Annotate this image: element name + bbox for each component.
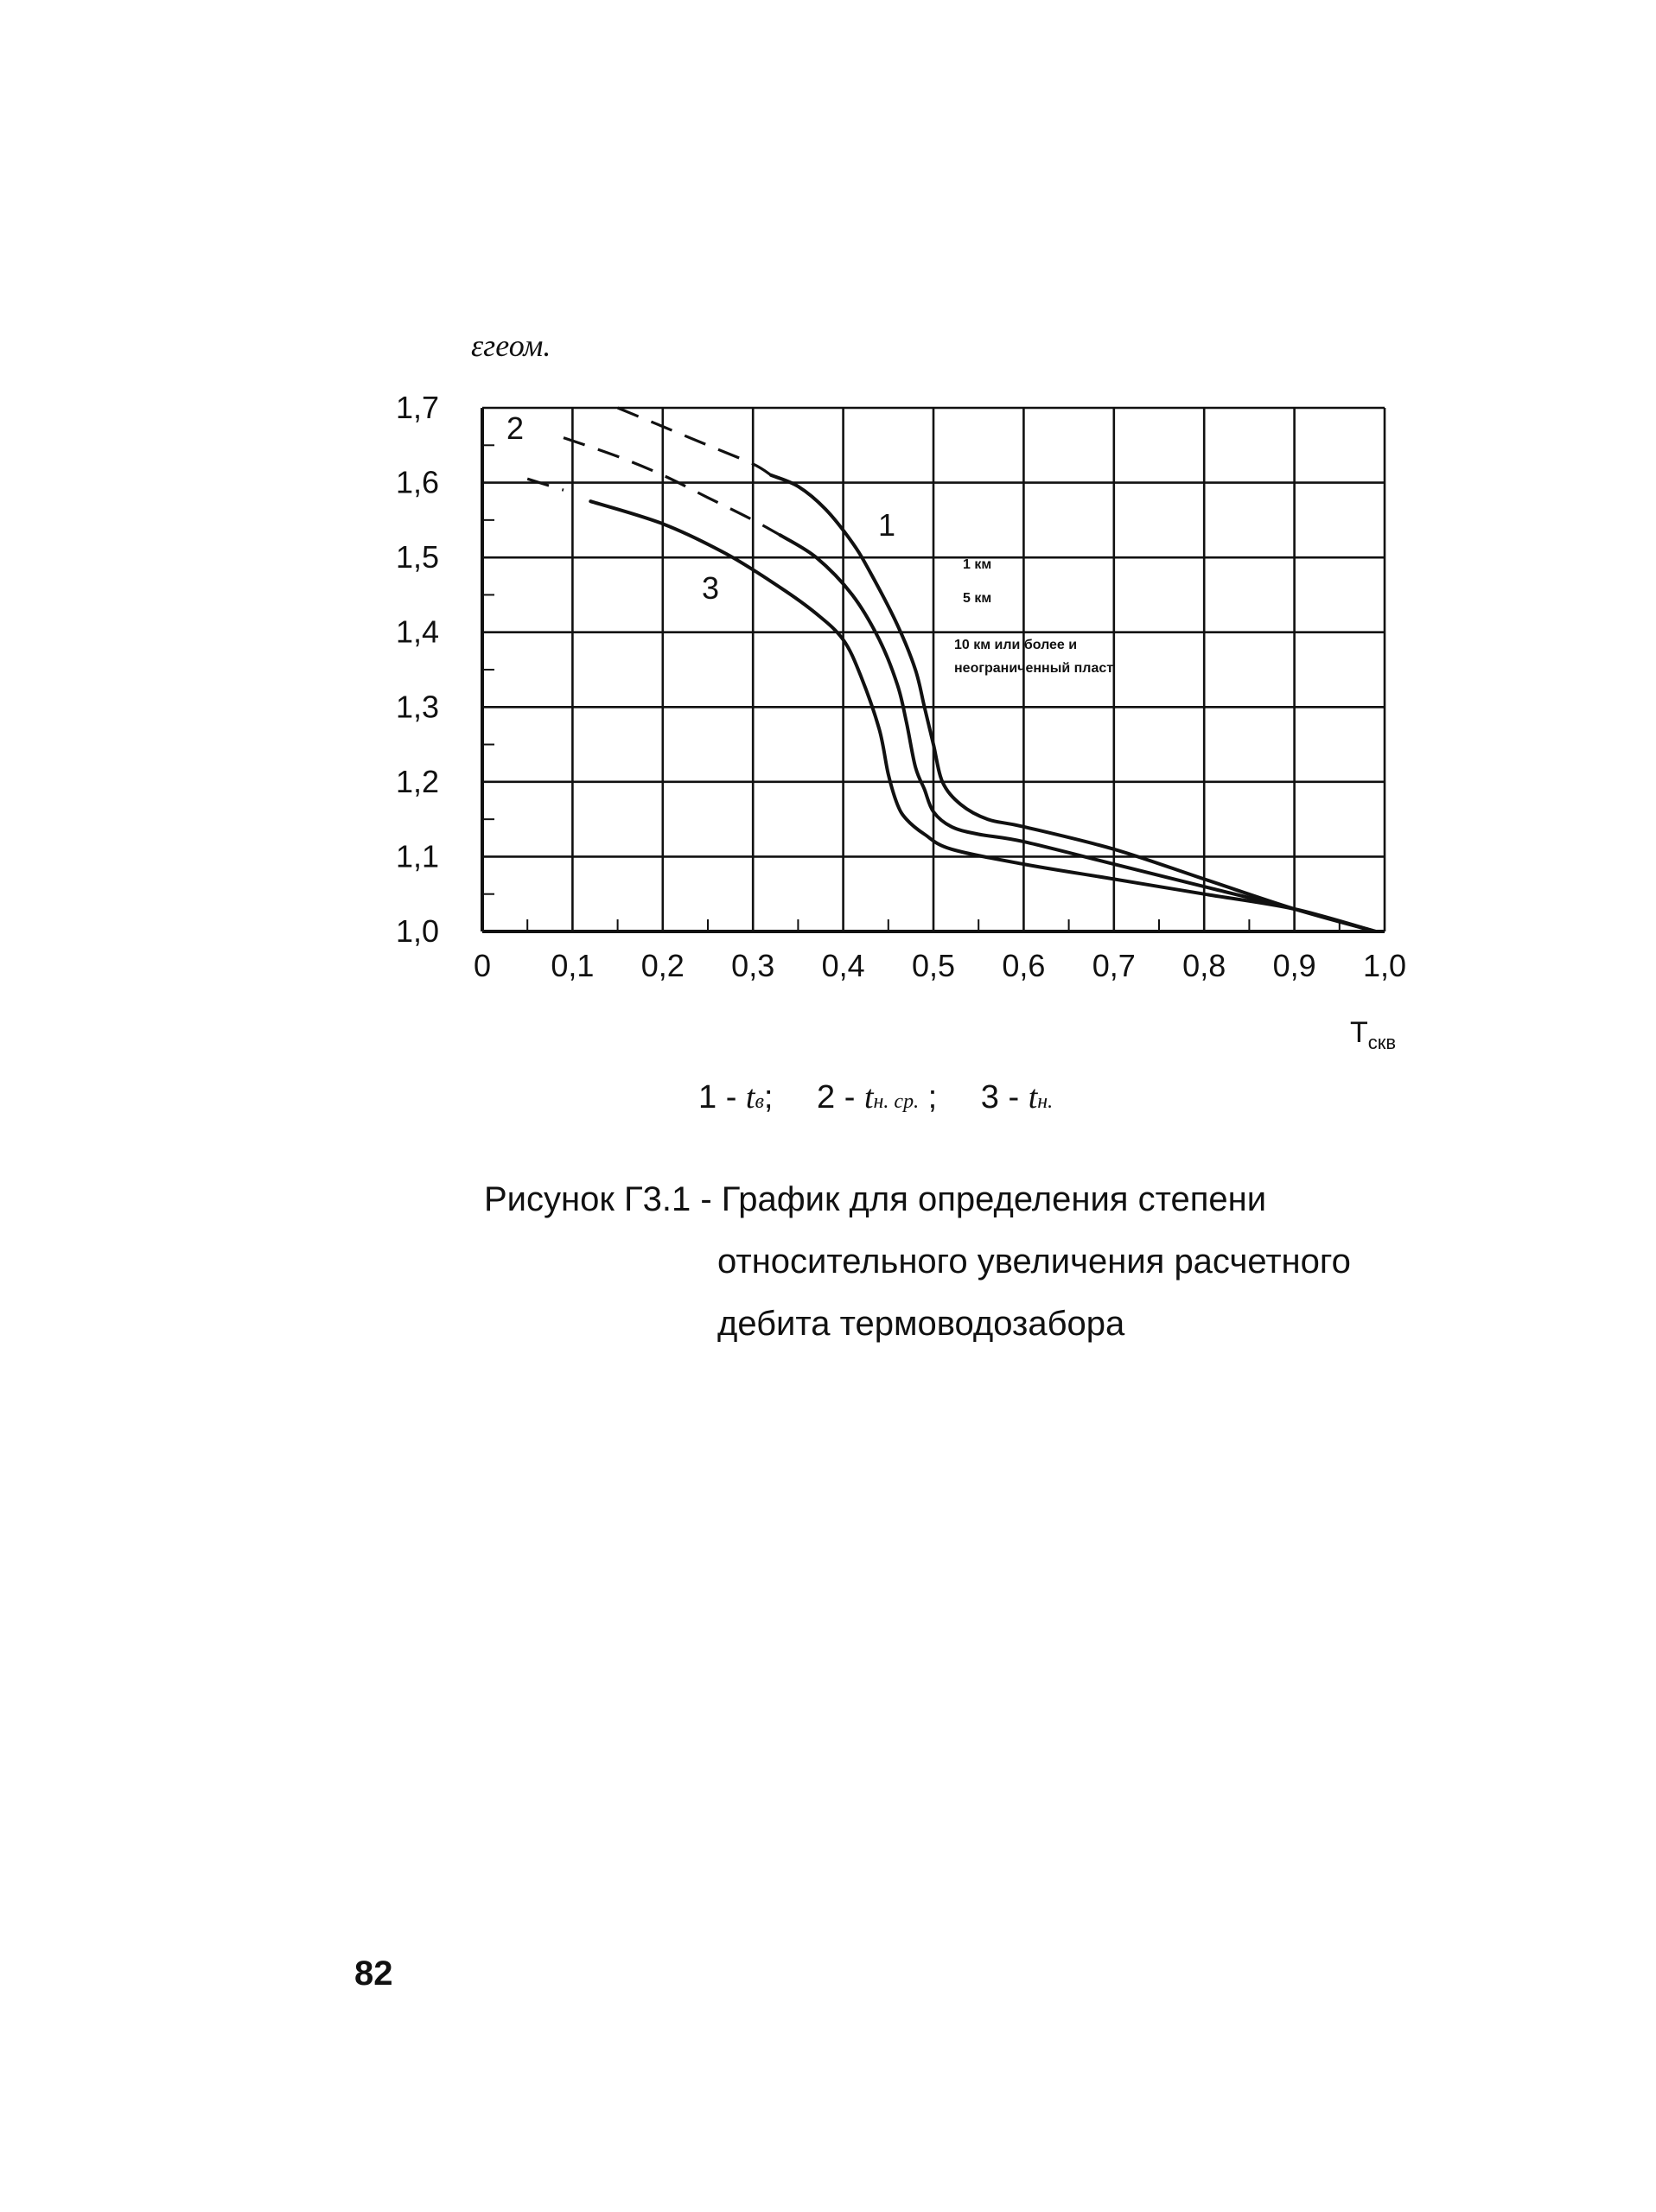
legend-item-1-number: 1 - xyxy=(698,1079,737,1116)
annotation-10km: 10 км или более и xyxy=(954,638,1078,652)
chart-minor-ticks xyxy=(482,445,1340,931)
x-tick-label-1: 0,1 xyxy=(551,948,595,983)
x-tick-label-4: 0,4 xyxy=(821,948,865,983)
annotation-unbounded: неограниченный пласт xyxy=(954,661,1114,676)
series-extrapolation-3 xyxy=(527,479,564,490)
page-number: 82 xyxy=(354,1955,393,1993)
legend-item-3-number: 3 - xyxy=(980,1079,1020,1116)
y-tick-labels xyxy=(396,390,439,949)
legend-item-1-sub: в xyxy=(755,1090,764,1113)
legend-item-2-sub: н. ср. xyxy=(873,1090,920,1113)
caption-line-2: относительного увеличения расчетного xyxy=(717,1243,1351,1281)
curve-label-3: 3 xyxy=(702,570,720,606)
x-tick-label-6: 0,6 xyxy=(1002,948,1046,983)
y-tick-label-3: 1,3 xyxy=(395,689,439,725)
curve-label-2: 2 xyxy=(506,410,525,446)
y-tick-label-0: 1,0 xyxy=(395,913,439,949)
x-tick-label-5: 0,5 xyxy=(911,948,956,983)
x-tick-label-8: 0,8 xyxy=(1182,948,1226,983)
y-axis-title: εгеом. xyxy=(471,328,551,363)
y-tick-label-4: 1,4 xyxy=(395,613,439,650)
caption-line-1: Рисунок Г3.1 - График для определения степени xyxy=(484,1180,1267,1218)
chart-grid xyxy=(482,408,1385,931)
y-tick-label-1: 1,1 xyxy=(395,838,439,874)
x-tick-label-2: 0,2 xyxy=(640,948,685,983)
annotation-5km: 5 км xyxy=(963,591,992,606)
chart-figure xyxy=(0,0,1656,1071)
legend-item-3 xyxy=(981,1079,1053,1116)
curve-label-1: 1 xyxy=(878,507,896,543)
caption-line-3: дебита термоводозабора xyxy=(717,1305,1125,1343)
y-tick-label-7: 1,7 xyxy=(395,390,439,425)
x-tick-label-9: 0,9 xyxy=(1272,948,1316,983)
y-tick-label-6: 1,6 xyxy=(395,464,439,500)
legend-item-3-sub: н. xyxy=(1037,1090,1054,1113)
x-axis-title: $Т_{скв}$ xyxy=(1350,1016,1397,1053)
series-line-1 xyxy=(771,475,1376,931)
chart-curves xyxy=(527,408,1375,931)
annotation-1km: 1 км xyxy=(963,557,992,572)
legend-item-2-var: t xyxy=(863,1079,874,1116)
x-tick-label-3: 0,3 xyxy=(731,948,775,983)
legend-item-2-number: 2 - xyxy=(817,1079,856,1116)
x-tick-label-10: 1,0 xyxy=(1362,948,1407,983)
y-tick-label-5: 1,5 xyxy=(395,539,439,575)
x-tick-label-7: 0,7 xyxy=(1092,948,1136,983)
legend-item-2: 2 - tн. ср. ; xyxy=(817,1079,938,1116)
legend-item-3-var: t xyxy=(1028,1079,1038,1116)
legend-item-1-var: t xyxy=(745,1079,755,1116)
legend xyxy=(698,1078,1087,1116)
x-tick-labels xyxy=(474,948,1406,983)
series-extrapolation-2 xyxy=(564,438,780,536)
legend-item-1: 1 - tв; xyxy=(698,1079,774,1116)
x-tick-label-0: 0 xyxy=(473,948,492,983)
y-tick-label-2: 1,2 xyxy=(395,763,439,799)
figure-caption xyxy=(484,1168,1351,1355)
